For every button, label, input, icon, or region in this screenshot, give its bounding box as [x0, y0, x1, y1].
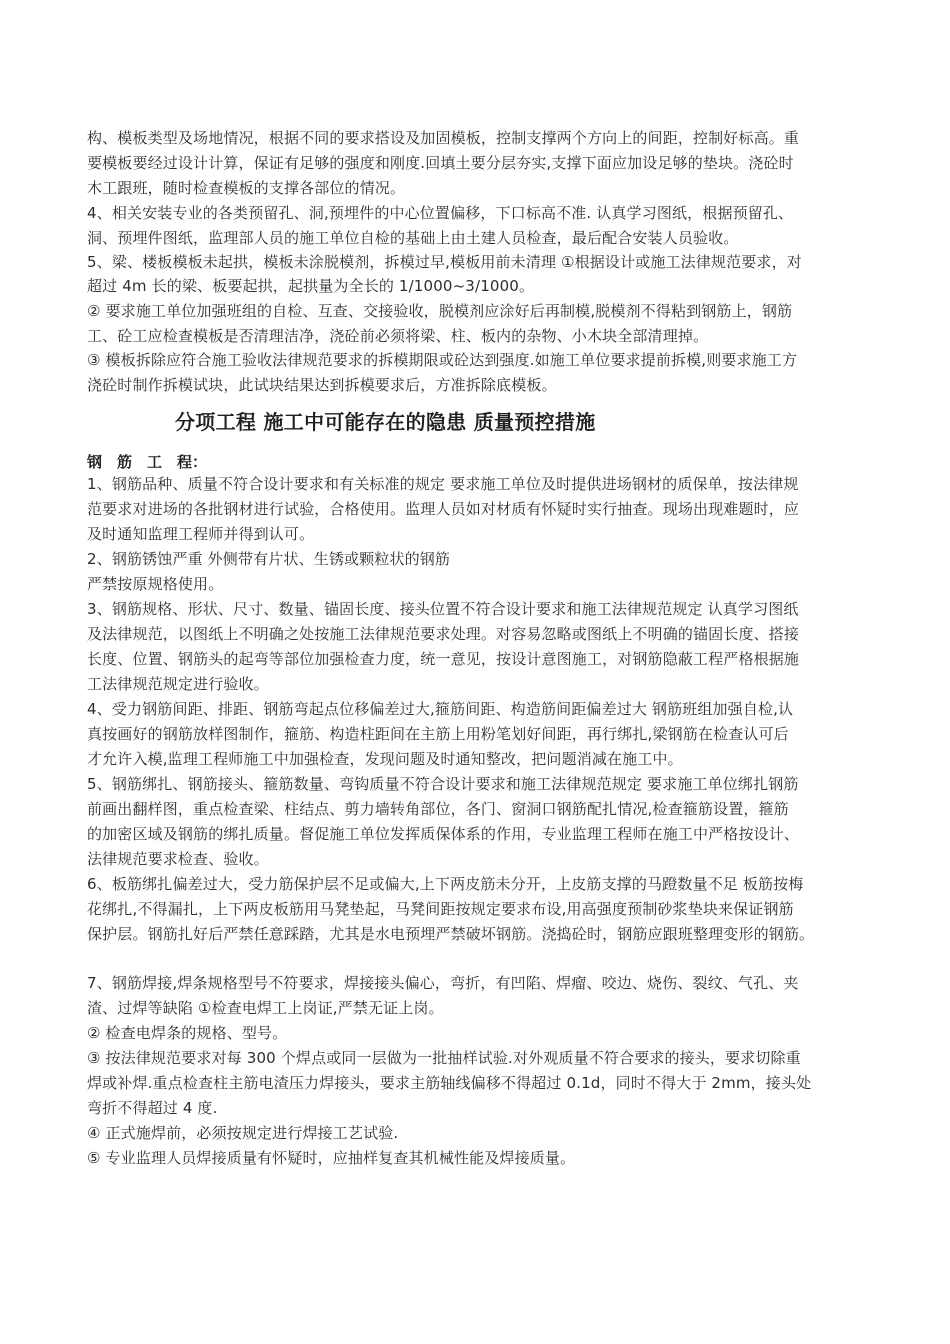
text-line: 5、梁、楼板模板未起拱，模板未涂脱模剂，拆模过早,模板用前未清理 ①根据设计或施工法律规范要求，对	[87, 253, 802, 271]
text-line: 2、钢筋锈蚀严重 外侧带有片状、生锈或颗粒状的钢筋	[87, 550, 451, 568]
text-line: 严禁按原规格使用。	[87, 575, 224, 593]
text-line: 范要求对进场的各批钢材进行试验，合格使用。监理人员如对材质有怀疑时实行抽查。现场出现难题时，应	[87, 500, 800, 518]
text-line: 1、钢筋品种、质量不符合设计要求和有关标准的规定 要求施工单位及时提供进场钢材的质保单，按法律规	[87, 475, 799, 493]
text-line: 3、钢筋规格、形状、尺寸、数量、锚固长度、接头位置不符合设计要求和施工法律规范规定 认真学习图纸	[87, 600, 799, 618]
text-line: 保护层。钢筋扎好后严禁任意踩踏，尤其是水电预埋严禁破坏钢筋。浇捣砼时，钢筋应跟班整理变形的钢筋。	[87, 925, 815, 943]
text-line: 焊或补焊.重点检查柱主筋电渣压力焊接头，要求主筋轴线偏移不得超过 0.1d，同时不得大于 2mm，接头处	[87, 1074, 812, 1092]
text-line: 法律规范要求检查、验收。	[87, 850, 269, 868]
text-line: ③ 模板拆除应符合施工验收法律规范要求的拆模期限或砼达到强度.如施工单位要求提前拆模,则要求施工方	[87, 351, 798, 369]
text-line: 6、板筋绑扎偏差过大，受力筋保护层不足或偏大,上下两皮筋未分开，上皮筋支撑的马蹬数量不足 板筋按梅	[87, 875, 804, 893]
text-line: 7、钢筋焊接,焊条规格型号不符要求，焊接接头偏心，弯折，有凹陷、焊瘤、咬边、烧伤、裂纹、气孔、夹	[87, 974, 799, 992]
text-line: 真按画好的钢筋放样图制作，箍筋、构造柱距间在主筋上用粉笔划好间距，再行绑扎,梁钢筋在检查认可后	[87, 725, 789, 743]
text-line: ④ 正式施焊前，必须按规定进行焊接工艺试验.	[87, 1124, 399, 1142]
text-line: 才允许入模,监理工程师施工中加强检查，发现问题及时通知整改，把问题消减在施工中。	[87, 750, 683, 768]
text-line: 5、钢筋绑扎、钢筋接头、箍筋数量、弯钩质量不符合设计要求和施工法律规范规定 要求施工单位绑扎钢筋	[87, 775, 799, 793]
text-line: 木工跟班，随时检查模板的支撑各部位的情况。	[87, 179, 406, 197]
text-line: ② 要求施工单位加强班组的自检、互查、交接验收，脱模剂应涂好后再制模,脱模剂不得粘到钢筋上，钢筋	[87, 302, 793, 320]
text-line: ③ 按法律规范要求对每 300 个焊点或同一层做为一批抽样试验.对外观质量不符合要求的接头，要求切除重	[87, 1049, 801, 1067]
text-line: 的加密区域及钢筋的绑扎质量。督促施工单位发挥质保体系的作用，专业监理工程师在施工中严格按设计、	[87, 825, 800, 843]
text-line: 构、模板类型及场地情况，根据不同的要求搭设及加固模板，控制支撑两个方向上的间距，控制好标高。重	[87, 129, 800, 147]
text-line: 及时通知监理工程师并得到认可。	[87, 525, 315, 543]
text-line: 4、相关安装专业的各类预留孔、洞,预埋件的中心位置偏移，下口标高不准. 认真学习图纸，根据预留孔、	[87, 204, 794, 222]
text-line: 4、受力钢筋间距、排距、钢筋弯起点位移偏差过大,箍筋间距、构造筋间距偏差过大 钢筋班组加强自检,认	[87, 700, 794, 718]
text-line: 超过 4m 长的梁、板要起拱，起拱量为全长的 1/1000~3/1000。	[87, 277, 535, 295]
text-line: 浇砼时制作拆模试块，此试块结果达到拆模要求后，方准拆除底模板。	[87, 376, 557, 394]
text-line: 工、砼工应检查模板是否清理洁净，浇砼前必须将梁、柱、板内的杂物、小木块全部清理掉。	[87, 327, 709, 345]
text-line: 要模板要经过设计计算，保证有足够的强度和刚度.回填土要分层夯实,支撑下面应加设足够的垫块。浇砼时	[87, 154, 794, 172]
text-line: 前画出翻样图，重点检查梁、柱结点、剪力墙转角部位，各门、窗洞口钢筋配扎情况,检查箍筋设置，箍筋	[87, 800, 789, 818]
text-line: 工法律规范规定进行验收。	[87, 675, 269, 693]
text-line: ⑤ 专业监理人员焊接质量有怀疑时，应抽样复查其机械性能及焊接质量。	[87, 1149, 576, 1167]
text-line: 及法律规范，以图纸上不明确之处按施工法律规范要求处理。对容易忽略或图纸上不明确的锚固长度、搭接	[87, 625, 800, 643]
text-line: ② 检查电焊条的规格、型号。	[87, 1024, 288, 1042]
text-line: 长度、位置、钢筋头的起弯等部位加强检查力度，统一意见，按设计意图施工，对钢筋隐蔽工程严格根据施	[87, 650, 800, 668]
section-heading: 分项工程 施工中可能存在的隐患 质量预控措施	[175, 410, 596, 434]
text-line: 渣、过焊等缺陷 ①检查电焊工上岗证,严禁无证上岗。	[87, 999, 444, 1017]
text-line: 花绑扎,不得漏扎，上下两皮板筋用马凳垫起，马凳间距按规定要求布设,用高强度预制砂浆垫块来保证钢筋	[87, 900, 794, 918]
text-line: 弯折不得超过 4 度.	[87, 1099, 218, 1117]
subsection-title: 钢 筋 工 程：	[87, 453, 208, 471]
text-line: 洞、预埋件图纸，监理部人员的施工单位自检的基础上由土建人员检查，最后配合安装人员验收。	[87, 229, 739, 247]
